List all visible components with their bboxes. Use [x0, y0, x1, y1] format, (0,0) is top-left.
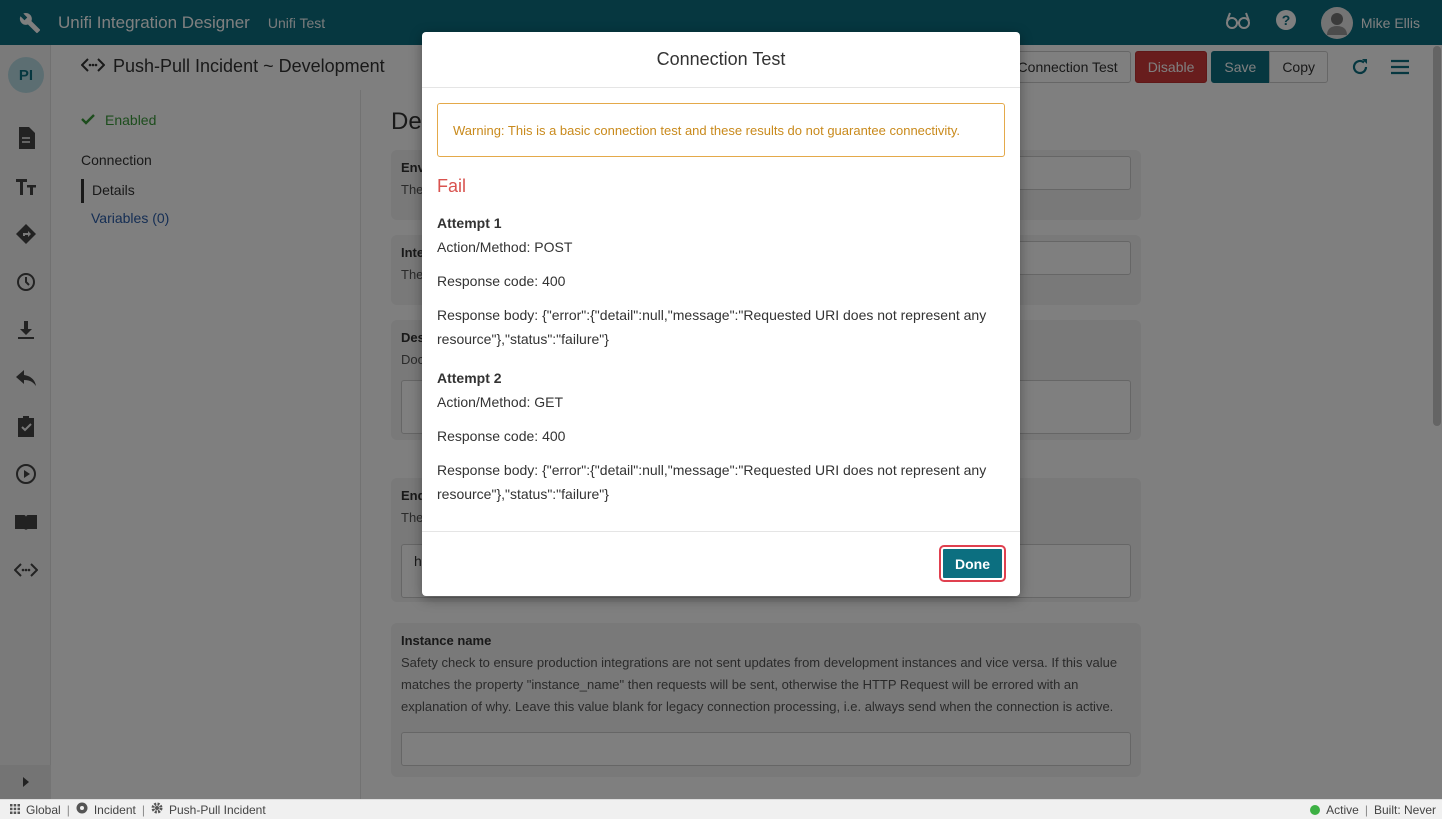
status-bar — [0, 799, 1442, 819]
attempt-body: Response body: {"error":{"detail":null,"message":"Requested URI does not represent any resource"},"status":"failure"} — [437, 462, 987, 502]
separator: | — [1364, 802, 1368, 817]
attempt-body: Response body: {"error":{"detail":null,"message":"Requested URI does not represent any resource"},"status":"failure"} — [437, 307, 987, 347]
table-label[interactable]: Incident — [93, 802, 136, 817]
attempt-title: Attempt 1 — [437, 215, 502, 231]
attempt-code: Response code: 400 — [437, 428, 566, 444]
separator: | — [141, 802, 145, 817]
attempt-code: Response code: 400 — [437, 273, 566, 289]
modal-title: Connection Test — [422, 32, 1020, 88]
gear-icon — [151, 802, 163, 817]
attempt-method: Action/Method: POST — [437, 239, 573, 255]
record-label[interactable]: Push-Pull Incident — [168, 802, 266, 817]
attempt-method: Action/Method: GET — [437, 394, 564, 410]
active-status-dot — [1310, 805, 1320, 815]
grid-icon — [10, 803, 20, 817]
modal-footer — [422, 531, 1020, 596]
result-status: Fail — [437, 176, 467, 196]
active-status-label: Active — [1326, 802, 1359, 817]
warning-alert: Warning: This is a basic connection test and these results do not guarantee connectivity. — [437, 103, 1005, 157]
separator: | — [66, 802, 70, 817]
built-label: Built: Never — [1373, 802, 1436, 817]
attempt-title: Attempt 2 — [437, 370, 502, 386]
attempt-block — [437, 366, 1005, 506]
incident-icon — [76, 802, 88, 817]
connection-test-modal — [422, 32, 1020, 596]
scope-label[interactable]: Global — [26, 802, 61, 817]
attempt-block — [437, 211, 1005, 351]
done-button[interactable]: Done — [941, 547, 1004, 580]
